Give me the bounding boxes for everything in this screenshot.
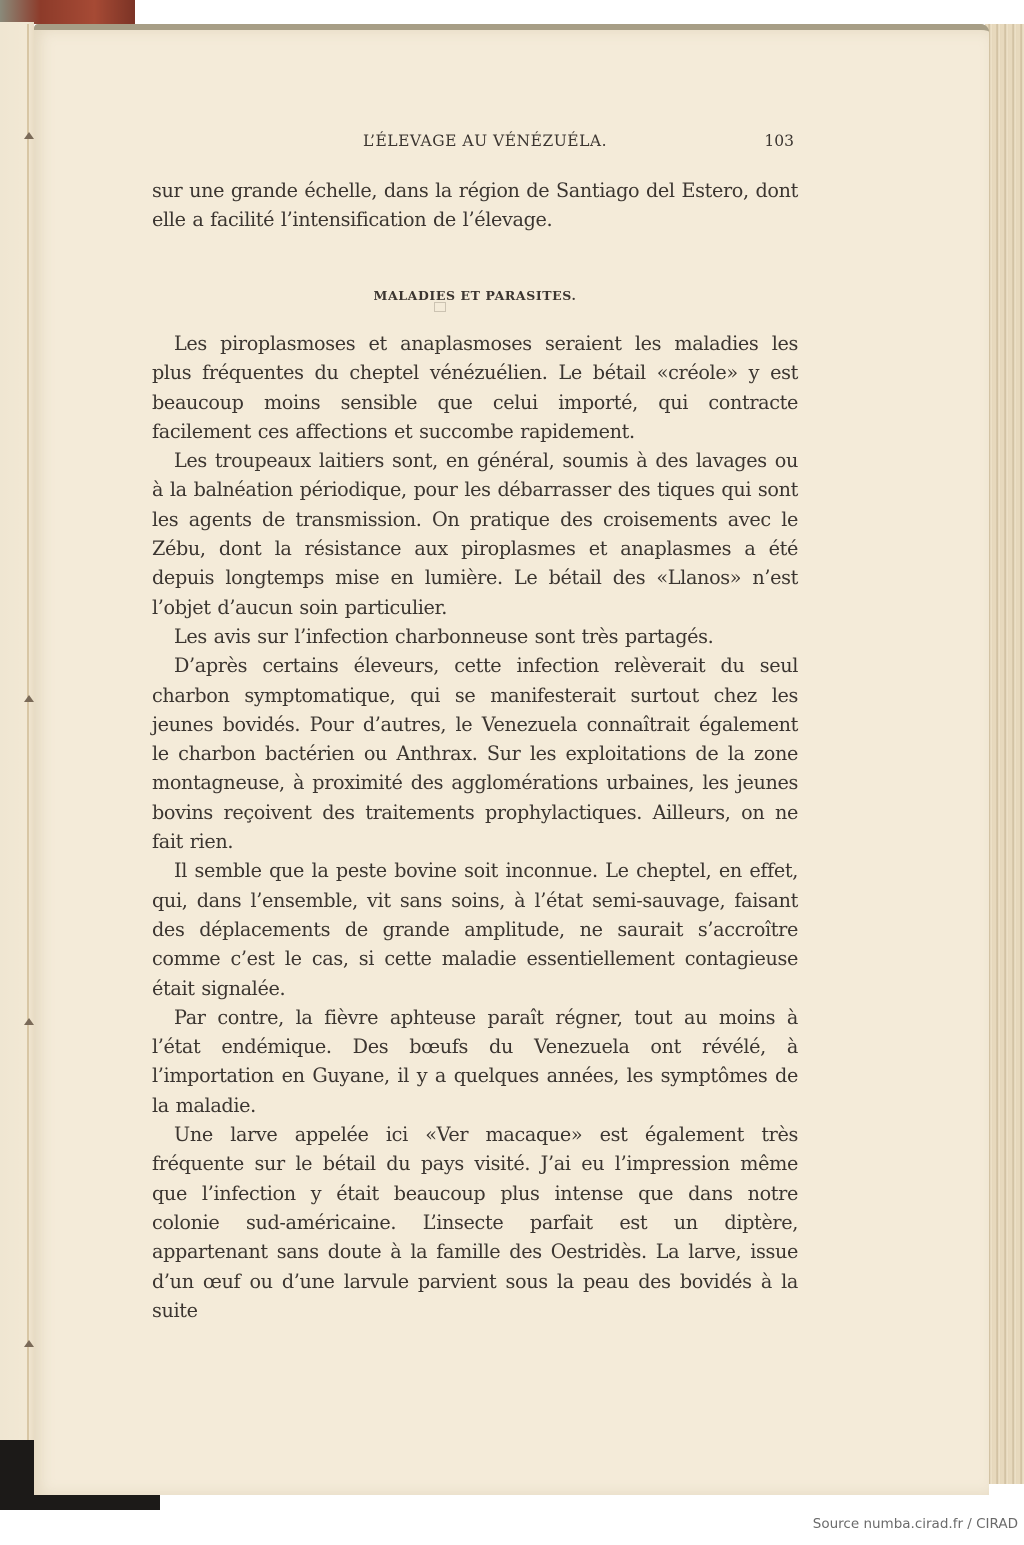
section-heading: MALADIES ET PARASITES.: [373, 288, 577, 303]
gutter-fold: [27, 24, 29, 1444]
page-stack-edge: [985, 24, 1024, 1484]
page-number: 103: [764, 132, 794, 150]
paragraph: D’après certains éleveurs, cette infection relèverait du seul charbon symptomatique, qui se manifesterait surtout chez les jeunes bovidés. Pour d’autres, le Venezuela connaîtrait également le charbon bactérien ou Anthrax. Sur les exploitations de la zone montagneuse, à proximité des agglomérations urbaines, les jeunes bovins reçoivent des traitements prophylactiques. Ailleurs, on ne fait rien.: [152, 654, 798, 854]
paragraph: Une larve appelée ici «Ver macaque» est également très fréquente sur le bétail du pays visité. J’ai eu l’impression même que l’infection y était beaucoup plus intense que dans notre colonie sud-américaine. L’insecte parfait est un diptère, appartenant sans doute à la famille des Oestridès. La larve, issue d’un œuf ou d’une larvule parvient sous la peau des bovidés à la suite: [152, 1123, 798, 1322]
paragraph-continuation: sur une grande échelle, dans la région de Santiago del Estero, dont elle a facilité l’intensification de l’élevage.: [152, 179, 798, 232]
running-head-title: L’ÉLEVAGE AU VÉNÉZUÉLA.: [362, 132, 607, 150]
paragraph: Par contre, la fièvre aphteuse paraît régner, tout au moins à l’état endémique. Des bœufs du Venezuela ont révélé, à l’importation en Guyane, il y a quelques années, les symptômes de la maladie.: [152, 1005, 798, 1117]
footer: [0, 1510, 1024, 1545]
thread-mark-icon: [24, 1018, 34, 1025]
paragraph: Il semble que la peste bovine soit inconnue. Le cheptel, en effet, qui, dans l’ensemble, vit sans soins, à l’état semi-sauvage, faisant des déplacements de grande amplitude, ne saurait s’accroître comme c’est le cas, si cette maladie essentiellement contagieuse était signalée.: [152, 859, 798, 1000]
thread-mark-icon: [24, 132, 34, 139]
thread-mark-icon: [24, 695, 34, 702]
paragraph: Les piroplasmoses et anaplasmoses seraient les maladies les plus fréquentes du cheptel vénézuélien. Le bétail «créole» y est beaucoup moins sensible que celui importé, qui contracte facilement ces affections et succombe rapidement.: [152, 332, 798, 443]
source-credit: Source numba.cirad.fr / CIRAD: [812, 1516, 1018, 1532]
library-stamp-icon: [434, 302, 446, 312]
thread-mark-icon: [24, 1340, 34, 1347]
running-head: [152, 132, 798, 156]
continuation-text: [152, 176, 798, 235]
paragraph: Les troupeaux laitiers sont, en général, soumis à des lavages ou à la balnéation périodique, pour les débarrasser des tiques qui sont les agents de transmission. On pratique des croisements avec le Zébu, dont la résistance aux piroplasmes et anaplasmes a été depuis longtemps mise en lumière. Le bétail des «Llanos» n’est l’objet d’aucun soin particulier.: [152, 449, 798, 619]
body-text: [152, 329, 798, 1325]
paragraph: Les avis sur l’infection charbonneuse sont très partagés.: [174, 624, 714, 648]
book-binding-top: [0, 0, 135, 24]
